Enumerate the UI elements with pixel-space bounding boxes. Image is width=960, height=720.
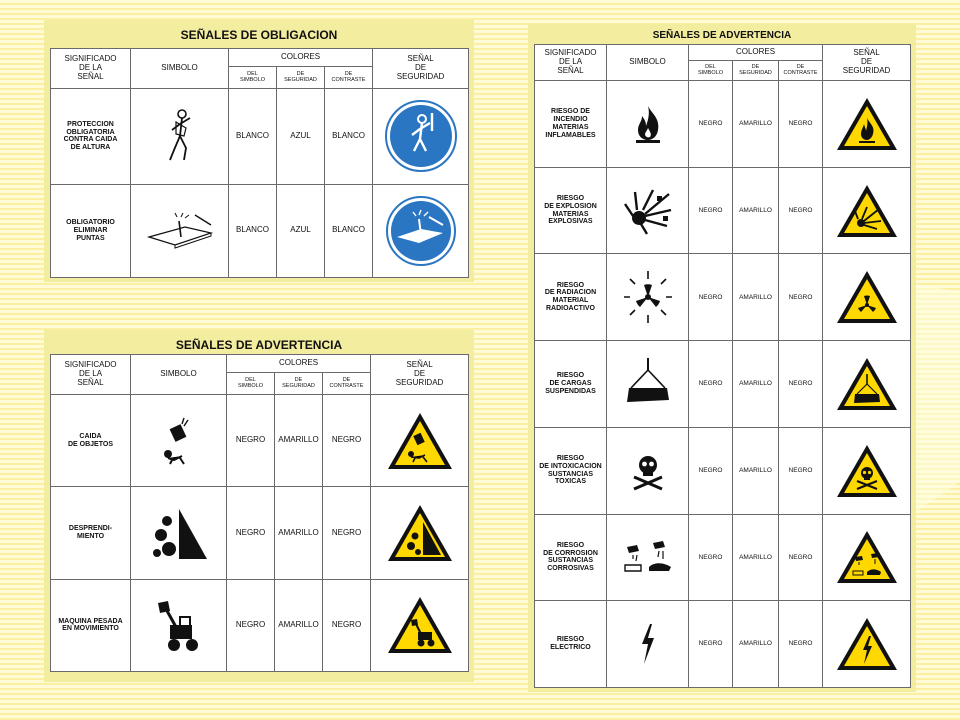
color-safety: AMARILLO bbox=[733, 341, 779, 428]
color-symbol: NEGRO bbox=[689, 81, 733, 168]
color-symbol: NEGRO bbox=[227, 487, 275, 579]
table-row bbox=[51, 89, 469, 185]
table-row bbox=[51, 395, 469, 487]
obligation-table bbox=[50, 48, 469, 278]
color-contrast: NEGRO bbox=[779, 427, 823, 514]
header-signal: SEÑAL DE SEGURIDAD bbox=[371, 355, 469, 395]
color-symbol: BLANCO bbox=[229, 184, 277, 277]
header-meaning: SIGNIFICADO DE LA SEÑAL bbox=[51, 49, 131, 89]
warning-electric-sign-icon bbox=[835, 616, 899, 672]
header-signal: SEÑAL DE SEGURIDAD bbox=[373, 49, 469, 89]
table-row bbox=[535, 81, 911, 168]
row-meaning: RIESGO DE RADIACION MATERIAL RADIOACTIVO bbox=[535, 254, 607, 341]
color-contrast: BLANCO bbox=[325, 89, 373, 185]
color-safety: AZUL bbox=[277, 184, 325, 277]
row-signal bbox=[373, 89, 469, 185]
row-signal bbox=[823, 601, 911, 688]
color-symbol: BLANCO bbox=[229, 89, 277, 185]
table-row bbox=[535, 601, 911, 688]
radiation-icon bbox=[620, 269, 676, 325]
row-meaning: RIESGO DE CARGAS SUSPENDIDAS bbox=[535, 341, 607, 428]
table-row bbox=[51, 487, 469, 579]
color-contrast: NEGRO bbox=[779, 341, 823, 428]
row-meaning: RIESGO DE INCENDIO MATERIAS INFLAMABLES bbox=[535, 81, 607, 168]
color-contrast: NEGRO bbox=[323, 395, 371, 487]
header-colors: COLORES bbox=[229, 49, 373, 67]
skull-icon bbox=[628, 451, 668, 491]
suspended-load-icon bbox=[623, 358, 673, 410]
color-safety: AMARILLO bbox=[275, 487, 323, 579]
row-meaning: MAQUINA PESADA EN MOVIMIENTO bbox=[51, 579, 131, 671]
color-safety: AZUL bbox=[277, 89, 325, 185]
color-contrast: NEGRO bbox=[779, 601, 823, 688]
warning-radiation-sign-icon bbox=[835, 269, 899, 325]
row-symbol bbox=[607, 167, 689, 254]
color-safety: AMARILLO bbox=[733, 167, 779, 254]
explosion-icon bbox=[623, 186, 673, 236]
row-signal bbox=[823, 254, 911, 341]
color-safety: AMARILLO bbox=[733, 81, 779, 168]
color-symbol: NEGRO bbox=[689, 341, 733, 428]
color-symbol: NEGRO bbox=[689, 427, 733, 514]
table-row bbox=[535, 254, 911, 341]
color-symbol: NEGRO bbox=[227, 395, 275, 487]
header-de-contraste: DE CONTRASTE bbox=[323, 373, 371, 395]
warning-toxic-sign-icon bbox=[835, 443, 899, 499]
color-safety: AMARILLO bbox=[733, 601, 779, 688]
warning-explosion-sign-icon bbox=[835, 183, 899, 239]
header-de-seguridad: DE SEGURIDAD bbox=[277, 67, 325, 89]
row-symbol bbox=[131, 89, 229, 185]
row-symbol bbox=[607, 341, 689, 428]
warning-flame-sign-icon bbox=[835, 96, 899, 152]
landslide-icon bbox=[149, 505, 209, 561]
color-contrast: NEGRO bbox=[779, 81, 823, 168]
header-symbol: SIMBOLO bbox=[607, 45, 689, 81]
table-row bbox=[535, 167, 911, 254]
header-signal: SEÑAL DE SEGURIDAD bbox=[823, 45, 911, 81]
obligation-panel bbox=[44, 20, 474, 282]
panel-title: SEÑALES DE ADVERTENCIA bbox=[652, 30, 792, 41]
row-signal bbox=[823, 514, 911, 601]
color-contrast: NEGRO bbox=[779, 167, 823, 254]
falling-objects-icon bbox=[154, 416, 204, 466]
mandatory-nails-sign-icon bbox=[385, 195, 457, 267]
table-row bbox=[535, 514, 911, 601]
header-meaning: SIGNIFICADO DE LA SEÑAL bbox=[51, 355, 131, 395]
table-row bbox=[51, 579, 469, 671]
row-symbol bbox=[607, 254, 689, 341]
color-safety: AMARILLO bbox=[733, 427, 779, 514]
flame-icon bbox=[630, 104, 666, 144]
row-signal bbox=[823, 341, 911, 428]
row-meaning: OBLIGATORIO ELIMINAR PUNTAS bbox=[51, 184, 131, 277]
mandatory-harness-sign-icon bbox=[384, 99, 458, 173]
row-meaning: CAIDA DE OBJETOS bbox=[51, 395, 131, 487]
header-colors: COLORES bbox=[689, 45, 823, 61]
warning-heavy-machine-sign-icon bbox=[385, 594, 455, 656]
row-meaning: RIESGO DE INTOXICACION SUSTANCIAS TOXICAS bbox=[535, 427, 607, 514]
lightning-icon bbox=[636, 622, 660, 666]
color-contrast: NEGRO bbox=[323, 579, 371, 671]
row-symbol bbox=[131, 579, 227, 671]
color-contrast: BLANCO bbox=[325, 184, 373, 277]
header-del-simbolo: DEL SIMBOLO bbox=[229, 67, 277, 89]
row-signal bbox=[371, 579, 469, 671]
fall-harness-icon bbox=[160, 106, 200, 166]
header-de-contraste: DE CONTRASTE bbox=[779, 61, 823, 81]
warning-table-right bbox=[534, 44, 911, 688]
color-safety: AMARILLO bbox=[275, 579, 323, 671]
row-meaning: RIESGO ELECTRICO bbox=[535, 601, 607, 688]
row-meaning: PROTECCION OBLIGATORIA CONTRA CAIDA DE ALTURA bbox=[51, 89, 131, 185]
row-signal bbox=[823, 167, 911, 254]
warning-landslide-sign-icon bbox=[385, 502, 455, 564]
warning-panel-left bbox=[44, 330, 474, 682]
header-de-contraste: DE CONTRASTE bbox=[325, 67, 373, 89]
warning-table-left bbox=[50, 354, 469, 672]
warning-falling-objects-sign-icon bbox=[385, 410, 455, 472]
row-signal bbox=[371, 487, 469, 579]
color-symbol: NEGRO bbox=[227, 579, 275, 671]
warning-panel-right bbox=[528, 24, 916, 692]
table-row bbox=[535, 427, 911, 514]
color-symbol: NEGRO bbox=[689, 601, 733, 688]
header-del-simbolo: DEL SIMBOLO bbox=[227, 373, 275, 395]
color-contrast: NEGRO bbox=[323, 487, 371, 579]
row-symbol bbox=[607, 601, 689, 688]
color-contrast: NEGRO bbox=[779, 514, 823, 601]
warning-suspended-load-sign-icon bbox=[835, 356, 899, 412]
panel-title: SEÑALES DE ADVERTENCIA bbox=[175, 338, 343, 352]
table-row bbox=[51, 184, 469, 277]
row-symbol bbox=[131, 184, 229, 277]
row-symbol bbox=[131, 487, 227, 579]
row-meaning: RIESGO DE EXPLOSION MATERIAS EXPLOSIVAS bbox=[535, 167, 607, 254]
header-de-seguridad: DE SEGURIDAD bbox=[275, 373, 323, 395]
row-signal bbox=[823, 427, 911, 514]
table-row bbox=[535, 341, 911, 428]
color-safety: AMARILLO bbox=[733, 514, 779, 601]
corrosion-icon bbox=[623, 537, 673, 577]
header-colors: COLORES bbox=[227, 355, 371, 373]
color-symbol: NEGRO bbox=[689, 254, 733, 341]
color-safety: AMARILLO bbox=[733, 254, 779, 341]
color-symbol: NEGRO bbox=[689, 514, 733, 601]
color-symbol: NEGRO bbox=[689, 167, 733, 254]
row-meaning: DESPRENDI- MIENTO bbox=[51, 487, 131, 579]
row-symbol bbox=[607, 427, 689, 514]
row-meaning: RIESGO DE CORROSION SUSTANCIAS CORROSIVAS bbox=[535, 514, 607, 601]
row-signal bbox=[373, 184, 469, 277]
color-contrast: NEGRO bbox=[779, 254, 823, 341]
remove-nails-icon bbox=[145, 211, 215, 251]
row-signal bbox=[823, 81, 911, 168]
header-symbol: SIMBOLO bbox=[131, 49, 229, 89]
heavy-machine-icon bbox=[154, 597, 204, 653]
warning-corrosive-sign-icon bbox=[835, 529, 899, 585]
row-symbol bbox=[607, 514, 689, 601]
row-symbol bbox=[131, 395, 227, 487]
row-symbol bbox=[607, 81, 689, 168]
header-del-simbolo: DEL SIMBOLO bbox=[689, 61, 733, 81]
header-meaning: SIGNIFICADO DE LA SEÑAL bbox=[535, 45, 607, 81]
color-safety: AMARILLO bbox=[275, 395, 323, 487]
header-de-seguridad: DE SEGURIDAD bbox=[733, 61, 779, 81]
panel-title: SEÑALES DE OBLIGACION bbox=[180, 28, 338, 42]
row-signal bbox=[371, 395, 469, 487]
header-symbol: SIMBOLO bbox=[131, 355, 227, 395]
